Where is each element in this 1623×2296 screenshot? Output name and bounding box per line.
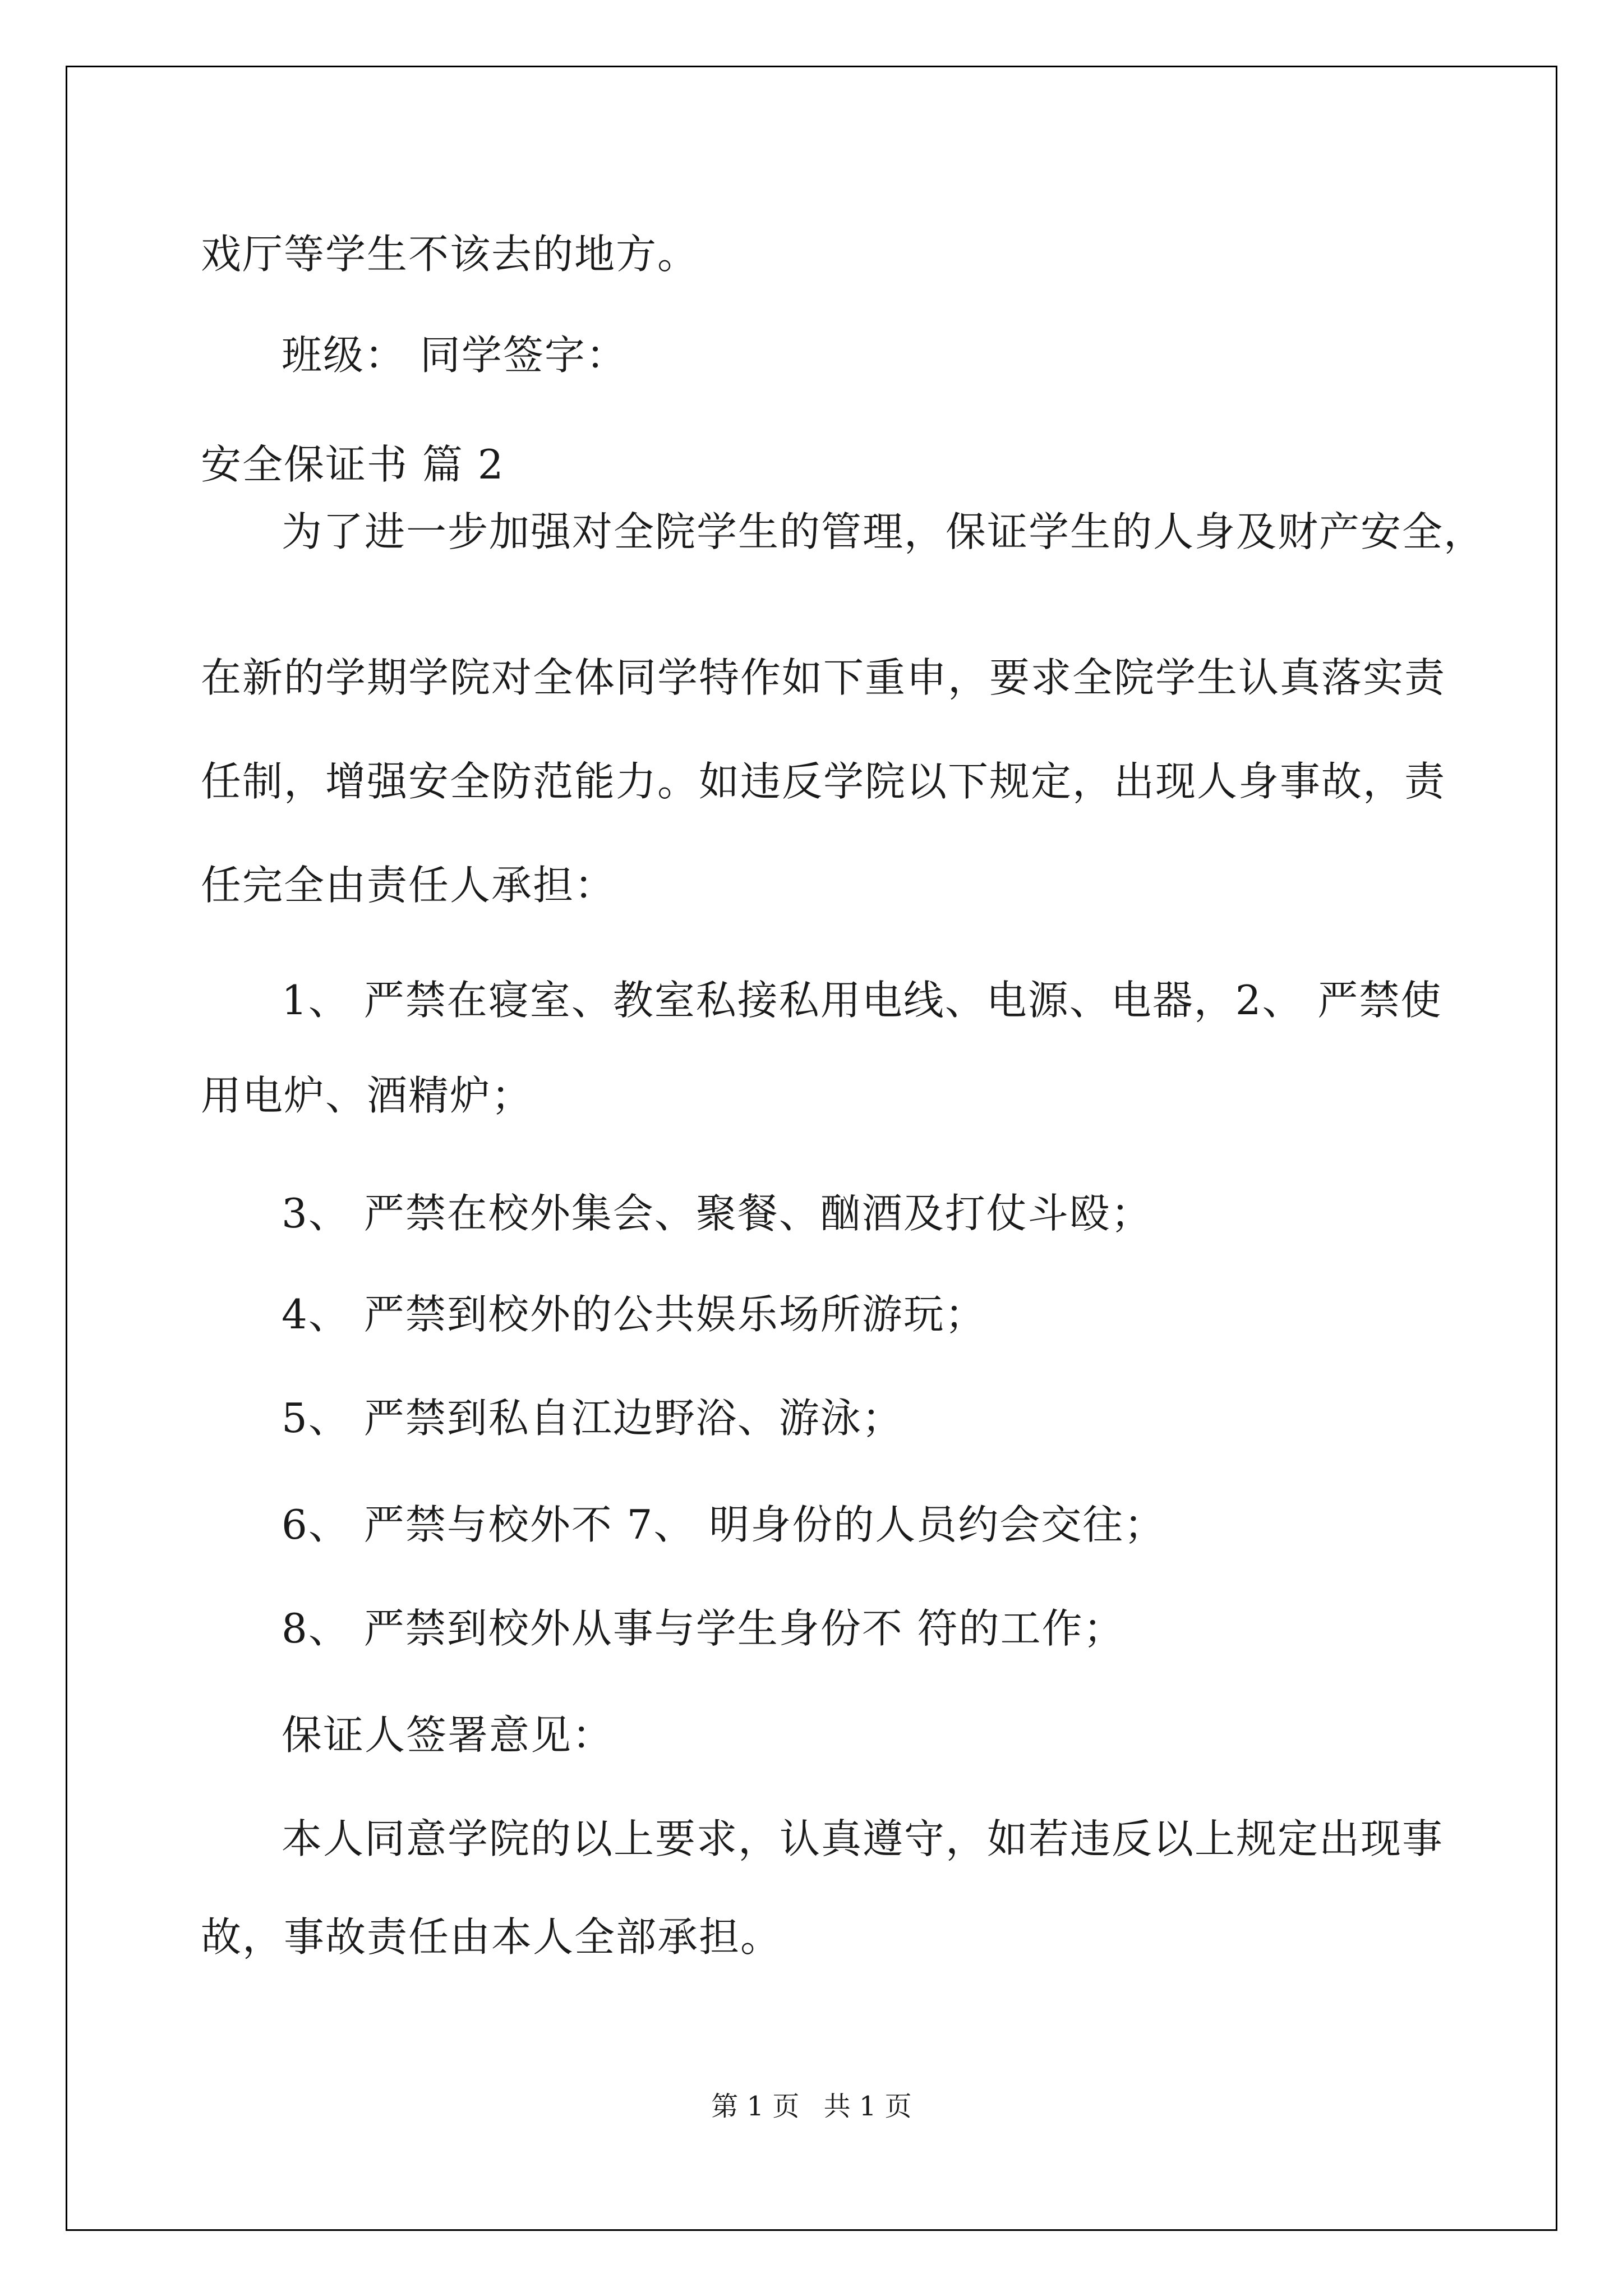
text-line-7: 任完全由责任人承担： bbox=[201, 862, 616, 909]
text-line-17: 故，事故责任由本人全部承担。 bbox=[201, 1913, 782, 1961]
rule-item-8: 8、 严禁到校外从事与学生身份不 符的工作； bbox=[282, 1605, 1125, 1652]
rule-item-6-7: 6、 严禁与校外不 7、 明身份的人员约会交往； bbox=[282, 1501, 1166, 1548]
text-line-16: 本人同意学院的以上要求，认真遵守，如若违反以上规定出现事 bbox=[282, 1815, 1444, 1862]
class-signature-line: 班级： 同学签字： bbox=[282, 332, 628, 379]
section-heading: 安全保证书 篇 2 bbox=[201, 441, 505, 488]
page-footer bbox=[0, 2090, 1623, 2123]
rule-item-1-2: 1、 严禁在寝室、教室私接私用电线、电源、电器，2、 严禁使 bbox=[282, 977, 1442, 1024]
rule-item-4: 4、 严禁到校外的公共娱乐场所游玩； bbox=[282, 1291, 986, 1338]
page-border bbox=[66, 66, 1557, 2231]
rule-item-3: 3、 严禁在校外集会、聚餐、酗酒及打仗斗殴； bbox=[282, 1190, 1152, 1237]
rule-item-2-cont: 用电炉、酒精炉； bbox=[201, 1072, 533, 1119]
page-number-total: 共 1 页 bbox=[823, 2091, 912, 2122]
rule-item-5: 5、 严禁到私自江边野浴、游泳； bbox=[282, 1395, 903, 1442]
text-line-4: 为了进一步加强对全院学生的管理，保证学生的人身及财产安全， bbox=[282, 508, 1486, 555]
text-line-6: 任制，增强安全防范能力。如违反学院以下规定，出现人身事故，责 bbox=[201, 758, 1446, 805]
text-line-5: 在新的学期学院对全体同学特作如下重申，要求全院学生认真落实责 bbox=[201, 654, 1446, 701]
page-number-current: 第 1 页 bbox=[711, 2091, 800, 2122]
text-line-1: 戏厅等学生不该去的地方。 bbox=[201, 231, 699, 278]
guarantor-opinion-label: 保证人签署意见： bbox=[282, 1711, 614, 1759]
